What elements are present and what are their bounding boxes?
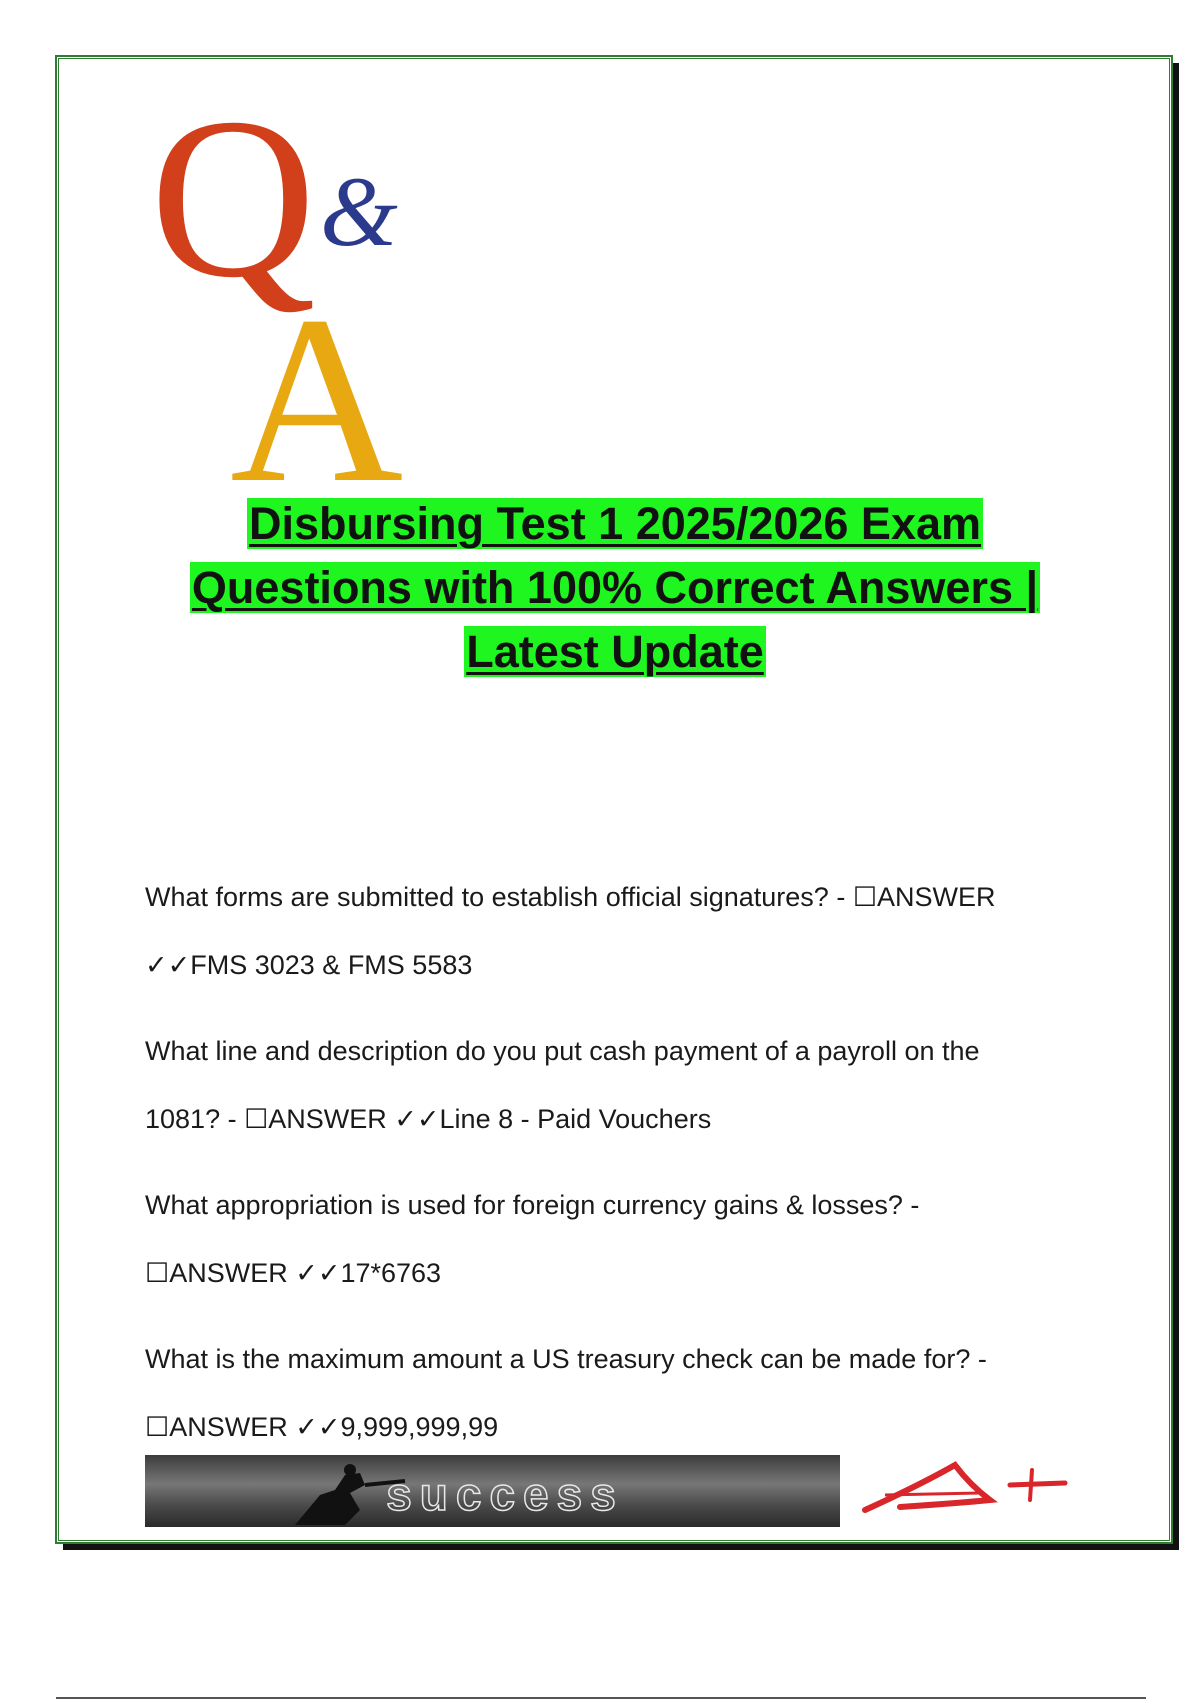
document-title [100, 492, 1130, 684]
question-text: What appropriation is used for foreign currency gains & losses? - [145, 1190, 920, 1220]
success-banner-image [145, 1455, 840, 1527]
question-text: What is the maximum amount a US treasury check can be made for? - [145, 1344, 987, 1374]
banner-text: success [386, 1468, 624, 1520]
qa-item [145, 862, 1065, 998]
qa-list [145, 862, 1065, 1478]
answer-text: ☐ANSWER ✓✓9,999,999,99 [145, 1412, 499, 1442]
title-line-2: Questions with 100% Correct Answers | [191, 562, 1039, 613]
question-text: What forms are submitted to establish official signatures? - ☐ANSWER [145, 882, 996, 912]
answer-text: 1081? - ☐ANSWER ✓✓Line 8 - Paid Vouchers [145, 1104, 712, 1134]
title-line-1: Disbursing Test 1 2025/2026 Exam [248, 498, 982, 549]
answer-text: ✓✓FMS 3023 & FMS 5583 [145, 950, 473, 980]
qa-item [145, 1170, 1065, 1306]
title-line-3: Latest Update [466, 626, 764, 677]
qa-item [145, 1324, 1065, 1460]
qa-logo [150, 75, 450, 495]
answer-text: ☐ANSWER ✓✓17*6763 [145, 1258, 442, 1288]
a-plus-grade-mark [860, 1455, 1075, 1525]
question-text: What line and description do you put cash payment of a payroll on the [145, 1036, 980, 1066]
logo-ampersand: & [320, 156, 398, 267]
logo-letter-q: Q [150, 75, 317, 325]
logo-letter-a: A [230, 266, 404, 495]
qa-item [145, 1016, 1065, 1152]
page-bottom-rule [56, 1697, 1146, 1699]
